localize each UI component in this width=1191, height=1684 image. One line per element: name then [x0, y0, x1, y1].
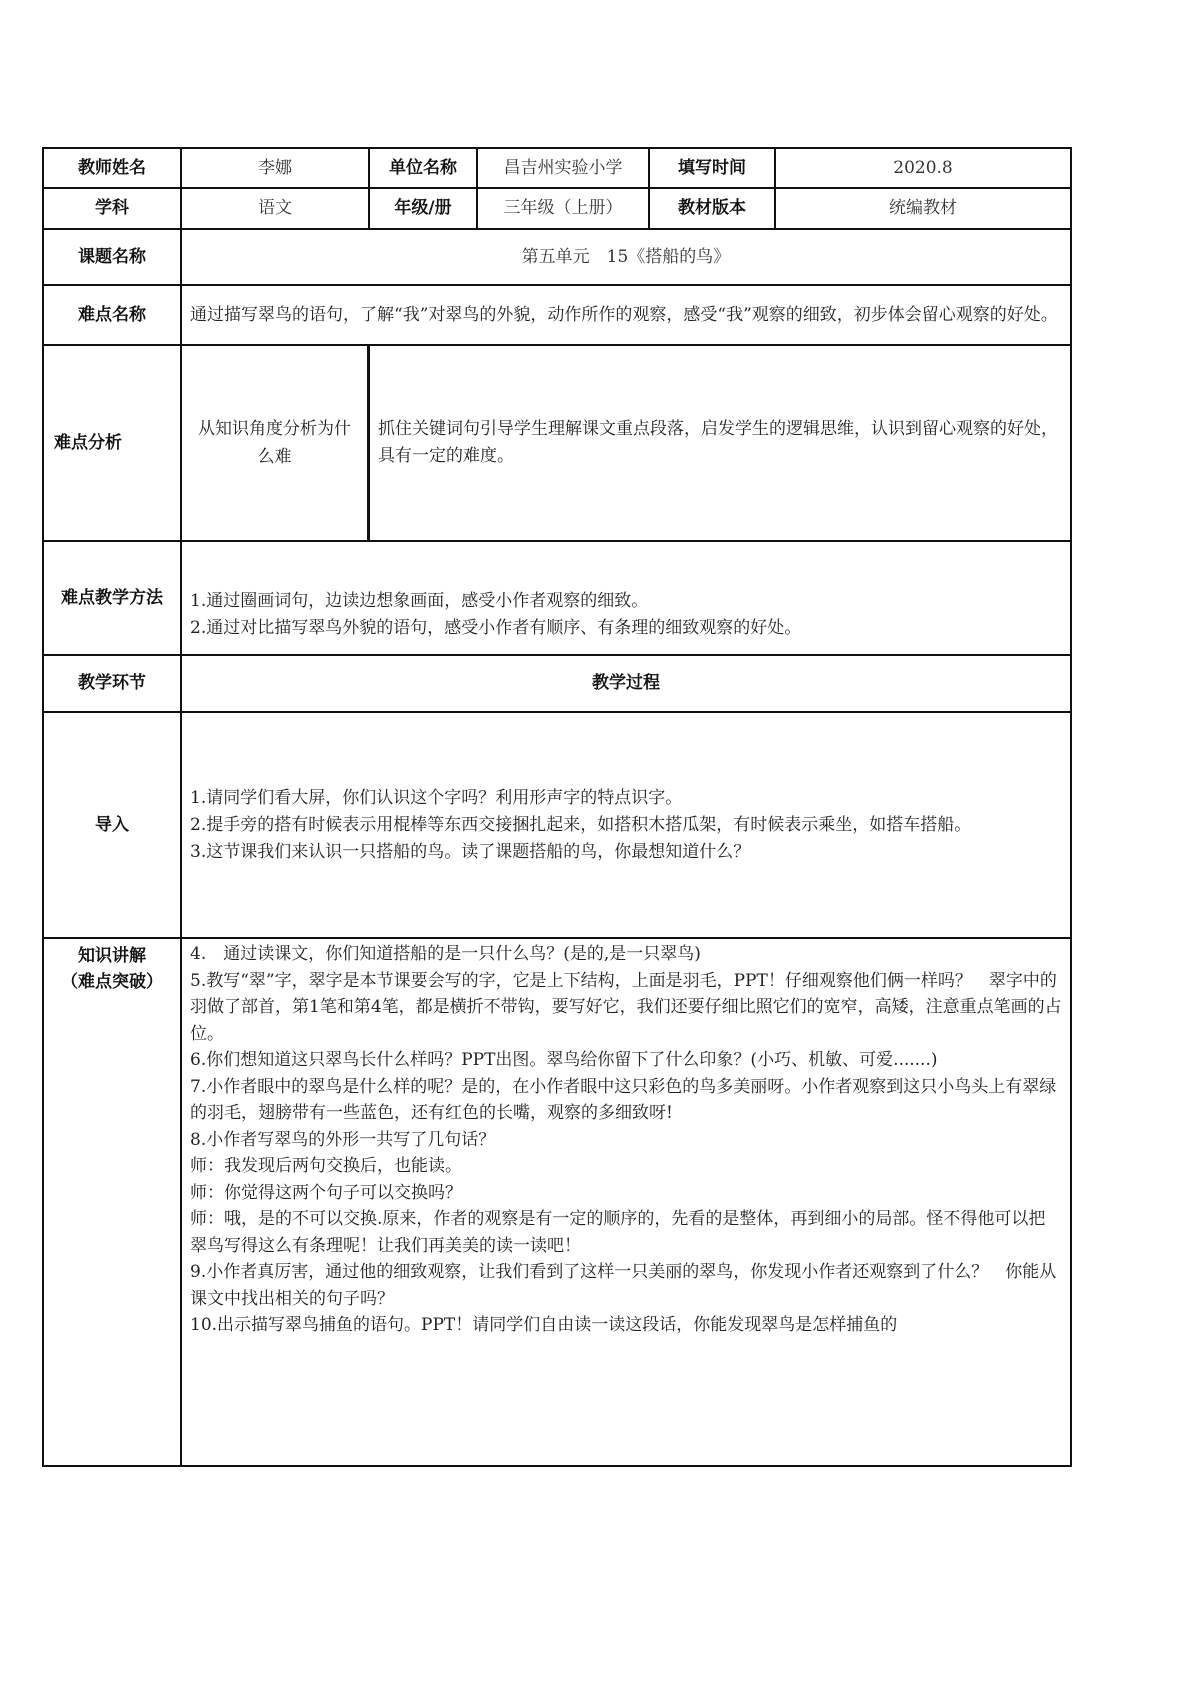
topic-value: 第五单元 15《搭船的鸟》	[181, 229, 1071, 285]
analysis-row	[43, 345, 1071, 541]
teacher-label: 教师姓名	[43, 148, 181, 188]
intro-label: 导入	[43, 712, 181, 938]
intro-list	[181, 712, 1071, 938]
edition-label: 教材版本	[649, 188, 775, 229]
date-label: 填写时间	[649, 148, 775, 188]
unit-label: 单位名称	[369, 148, 477, 188]
knowledge-item: 9.小作者真厉害，通过他的细致观察，让我们看到了这样一只美丽的翠鸟，你发现小作者还观察到了什么？ 你能从课文中找出相关的句子吗？	[190, 1262, 1057, 1309]
stage-header: 教学环节	[43, 655, 181, 712]
process-header: 教学过程	[181, 655, 1071, 712]
knowledge-item: 师：我发现后两句交换后，也能读。	[190, 1156, 462, 1176]
teacher-value: 李娜	[181, 148, 369, 188]
unit-value: 昌吉州实验小学	[477, 148, 649, 188]
subject-label: 学科	[43, 188, 181, 229]
grade-label: 年级/册	[369, 188, 477, 229]
method-item: 1.通过圈画词句，边读边想象画面，感受小作者观察的细致。	[190, 591, 649, 611]
lesson-plan-table	[42, 147, 1072, 1467]
knowledge-label	[43, 938, 181, 1466]
method-label: 难点教学方法	[43, 541, 181, 655]
method-row	[43, 541, 1071, 655]
grade-value: 三年级（上册）	[477, 188, 649, 229]
difficulty-value: 通过描写翠鸟的语句，了解“我”对翠鸟的外貌，动作所作的观察，感受“我”观察的细致，初步体会留心观察的好处。	[181, 285, 1071, 345]
knowledge-label-line1: 知识讲解	[78, 946, 146, 966]
knowledge-label-line2: （难点突破）	[61, 972, 163, 992]
intro-item: 1.请同学们看大屏，你们认识这个字吗？利用形声字的特点识字。	[190, 787, 683, 808]
process-header-row	[43, 655, 1071, 712]
analysis-label: 难点分析	[43, 345, 181, 541]
knowledge-item: 4. 通过读课文，你们知道搭船的是一只什么鸟？(是的,是一只翠鸟)	[190, 944, 701, 964]
method-list	[181, 541, 1071, 655]
knowledge-item: 8.小作者写翠鸟的外形一共写了几句话？	[190, 1129, 496, 1150]
intro-row	[43, 712, 1071, 938]
analysis-sub-label: 从知识角度分析为什么难	[182, 346, 370, 540]
difficulty-row	[43, 285, 1071, 345]
intro-item: 3.这节课我们来认识一只搭船的鸟。读了课题搭船的鸟，你最想知道什么？	[190, 841, 751, 862]
header-row-2	[43, 188, 1071, 229]
subject-value: 语文	[181, 188, 369, 229]
intro-item: 2.提手旁的搭有时候表示用棍棒等东西交接捆扎起来，如搭积木搭瓜架，有时候表示乘坐，如搭车搭船。	[190, 814, 972, 835]
knowledge-item: 10.出示描写翠鸟捕鱼的语句。PPT！请同学们自由读一读这段话，你能发现翠鸟是怎样捕鱼的	[190, 1315, 898, 1335]
knowledge-item: 师：哦，是的不可以交换.原来，作者的观察是有一定的顺序的，先看的是整体，再到细小的局部。怪不得他可以把翠鸟写得这么有条理呢！让我们再美美的读一读吧！	[190, 1209, 1046, 1256]
knowledge-row	[43, 938, 1071, 1466]
topic-row	[43, 229, 1071, 285]
method-item: 2.通过对比描写翠鸟外貌的语句，感受小作者有顺序、有条理的细致观察的好处。	[190, 618, 802, 638]
edition-value: 统编教材	[775, 188, 1071, 229]
topic-label: 课题名称	[43, 229, 181, 285]
knowledge-item: 5.教写“翠”字，翠字是本节课要会写的字，它是上下结构，上面是羽毛，PPT！仔细观察他们俩一样吗？ 翠字中的羽做了部首，第1笔和第4笔，都是横折不带钩，要写好它，我们还要仔细比照它们的宽窄，高矮，注意重点笔画的占位。	[190, 970, 1062, 1044]
knowledge-item: 师：你觉得这两个句子可以交换吗？	[190, 1182, 462, 1203]
knowledge-list	[181, 938, 1071, 1466]
difficulty-label: 难点名称	[43, 285, 181, 345]
analysis-value: 抓住关键词句引导学生理解课文重点段落，启发学生的逻辑思维，认识到留心观察的好处，具有一定的难度。	[378, 419, 1058, 466]
date-value: 2020.8	[775, 148, 1071, 188]
analysis-inner	[182, 346, 1070, 540]
header-row-1	[43, 148, 1071, 188]
knowledge-item: 7.小作者眼中的翠鸟是什么样的呢？是的，在小作者眼中这只彩色的鸟多美丽呀。小作者观察到这只小鸟头上有翠绿的羽毛，翅膀带有一些蓝色，还有红色的长嘴，观察的多细致呀!	[190, 1076, 1057, 1123]
knowledge-item: 6.你们想知道这只翠鸟长什么样吗？PPT出图。翠鸟给你留下了什么印象？(小巧、机敏、可爱.......)	[190, 1050, 938, 1070]
